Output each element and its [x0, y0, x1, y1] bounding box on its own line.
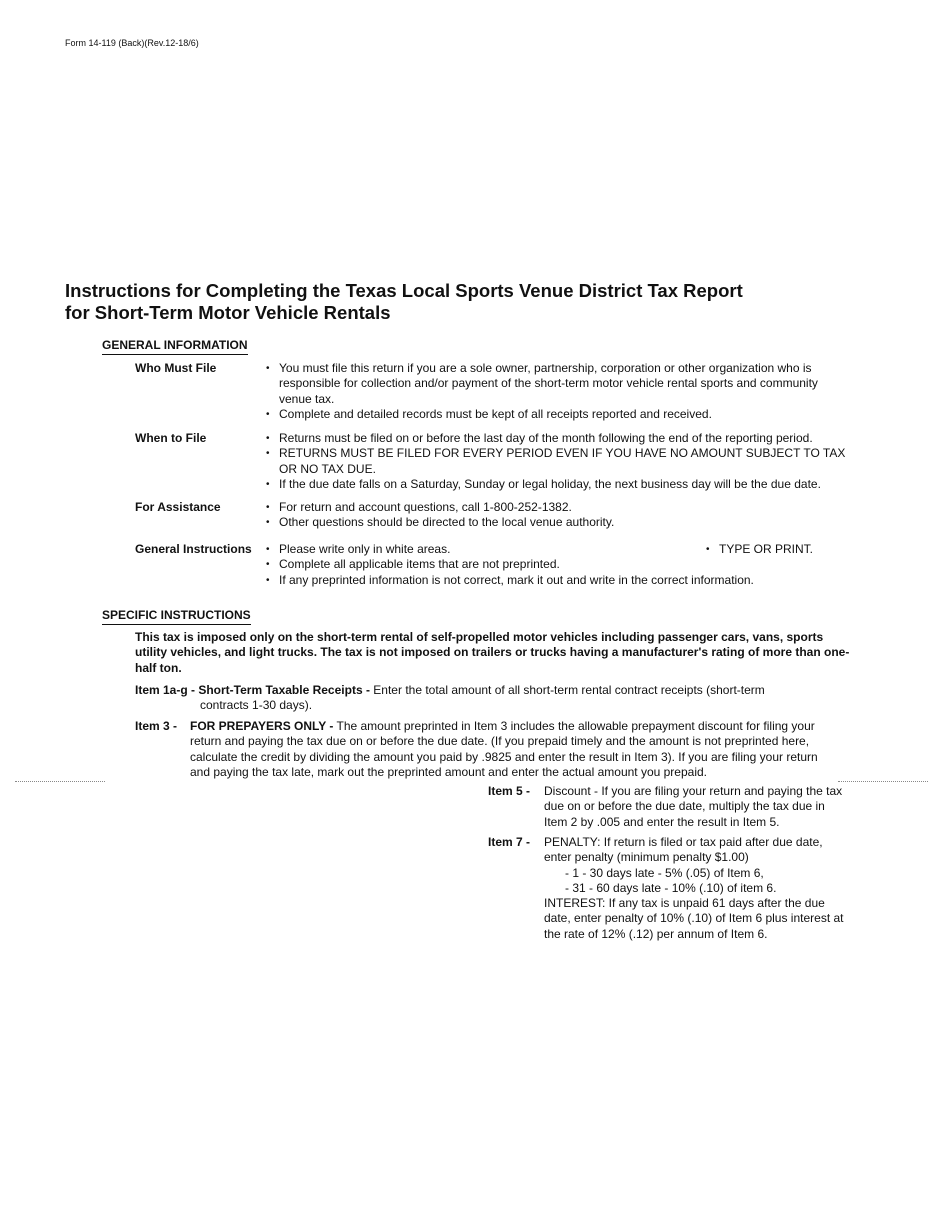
- specific-instructions-heading: SPECIFIC INSTRUCTIONS: [102, 608, 251, 625]
- who-must-file-list: [265, 361, 850, 422]
- when-to-file-label: When to File: [135, 431, 207, 445]
- who-must-file-label: Who Must File: [135, 361, 217, 375]
- list-item: • For return and account questions, call 1-800-252-1382.: [265, 500, 850, 515]
- list-item: • Please write only in white areas.: [265, 542, 850, 557]
- list-item: • You must file this return if you are a sole owner, partnership, corporation or other organization who is responsible for collection and/or payment of the short-term motor vehicle rental sports and community venue tax.: [265, 361, 850, 407]
- item-1-label: Item 1a-g - Short-Term Taxable Receipts -: [135, 683, 370, 697]
- list-item: • If the due date falls on a Saturday, Sunday or legal holiday, the next business day will be the due date.: [265, 477, 850, 492]
- item-7-tier-1: - 1 - 30 days late - 5% (.05) of Item 6,: [565, 865, 764, 880]
- item-3-body: [190, 719, 835, 780]
- title-line-2: for Short-Term Motor Vehicle Rentals: [65, 302, 391, 323]
- general-instructions-label: General Instructions: [135, 542, 252, 556]
- form-number: Form 14-119 (Back)(Rev.12-18/6): [65, 38, 199, 48]
- list-item: • RETURNS MUST BE FILED FOR EVERY PERIOD EVEN IF YOU HAVE NO AMOUNT SUBJECT TO TAX OR NO TAX DUE.: [265, 446, 850, 477]
- page-title: [65, 280, 743, 324]
- type-or-print-note: [705, 542, 813, 557]
- list-item: • If any preprinted information is not correct, mark it out and write in the correct information.: [265, 573, 850, 588]
- item-3-lead: FOR PREPAYERS ONLY -: [190, 719, 334, 733]
- list-item: • Complete all applicable items that are not preprinted.: [265, 557, 850, 572]
- list-item: • Complete and detailed records must be kept of all receipts reported and received.: [265, 407, 850, 422]
- fold-line-right: [838, 781, 928, 782]
- specific-instructions-intro: This tax is imposed only on the short-term rental of self-propelled motor vehicles including passenger cars, vans, sports utility vehicles, and light trucks. The tax is not imposed on trailers or trucks having a manufacturer's rating of more than one-half ton.: [135, 630, 850, 675]
- list-item: • Returns must be filed on or before the last day of the month following the end of the reporting period.: [265, 431, 850, 446]
- item-7-label-text: Item 7 -: [488, 835, 531, 849]
- item-3-text: The amount preprinted in Item 3 includes the allowable prepayment discount for filing your return and paying the tax due on or before the due date. (If you prepaid timely and the amount is not preprinted here, calculate the credit by dividing the amount you paid by .9825 and enter the result in Item 3). If you are filing your return and paying the tax late, mark out the preprinted amount and enter the actual amount you prepaid.: [190, 719, 818, 779]
- item-1-instructions: [135, 683, 855, 714]
- fold-line-left: [15, 781, 105, 782]
- general-information-heading: GENERAL INFORMATION: [102, 338, 248, 355]
- list-item: • Other questions should be directed to the local venue authority.: [265, 515, 850, 530]
- for-assistance-label: For Assistance: [135, 500, 221, 514]
- item-7-penalty: PENALTY: If return is filed or tax paid after due date, enter penalty (minimum penalty $1.00): [544, 835, 823, 865]
- item-3-label-text: Item 3 -: [135, 719, 178, 733]
- title-line-1: Instructions for Completing the Texas Local Sports Venue District Tax Report: [65, 280, 743, 301]
- list-item: • TYPE OR PRINT.: [705, 542, 813, 557]
- item-7-interest: INTEREST: If any tax is unpaid 61 days after the due date, enter penalty of 10% (.10) of Item 6 plus interest at the rate of 12% (.12) per annum of Item 6.: [544, 896, 844, 941]
- item-3-label: [135, 719, 177, 734]
- item-7-tier-2: - 31 - 60 days late - 10% (.10) of item 6.: [565, 880, 777, 895]
- for-assistance-list: [265, 500, 850, 531]
- item-5-label: [488, 784, 530, 799]
- when-to-file-list: [265, 431, 850, 492]
- item-5-label-text: Item 5 -: [488, 784, 531, 798]
- item-1-text: Enter the total amount of all short-term rental contract receipts (short-term: [373, 683, 765, 697]
- item-1-continuation: contracts 1-30 days).: [200, 698, 313, 713]
- item-5-body: Discount - If you are filing your return and paying the tax due on or before the due date, multiply the tax due in Item 2 by .005 and enter the result in Item 5.: [544, 784, 843, 829]
- item-7-label: [488, 835, 530, 850]
- item-7-body: [544, 835, 849, 942]
